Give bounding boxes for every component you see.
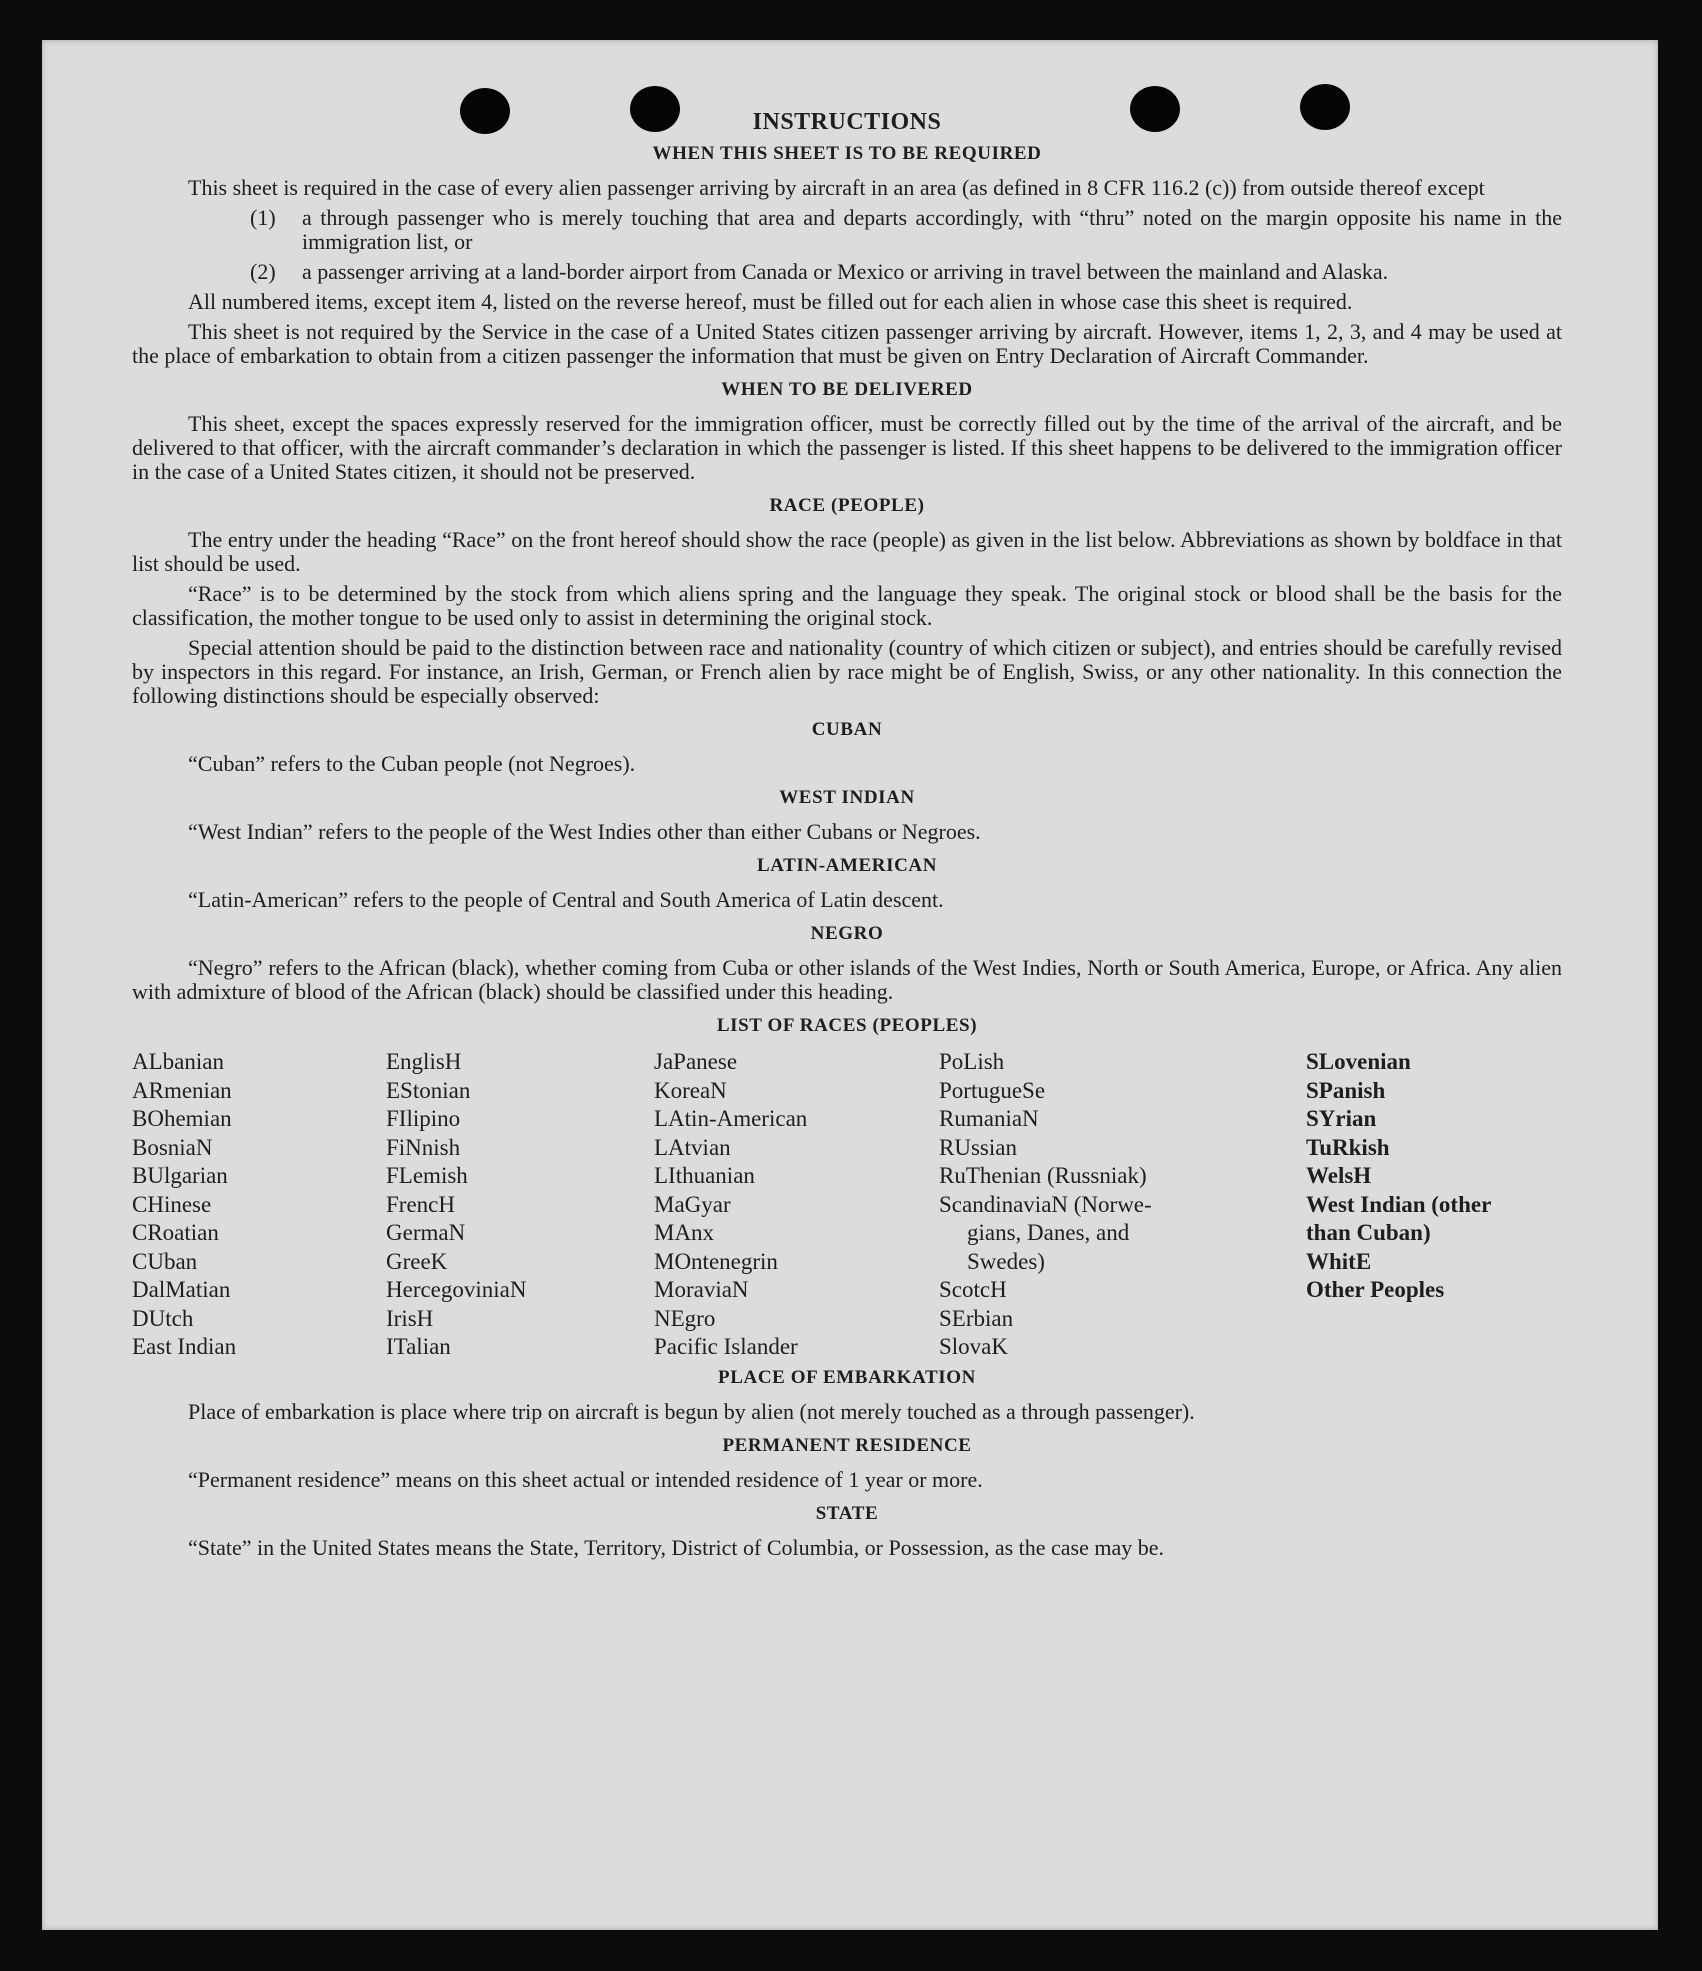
race-entry: SYrian — [1306, 1106, 1377, 1131]
race-entry: KoreaN — [654, 1077, 727, 1103]
race-entry: MaGyar — [654, 1191, 731, 1217]
heading-state: STATE — [815, 1502, 879, 1524]
race-entry: Swedes) — [967, 1248, 1045, 1274]
race-entry: ITalian — [386, 1334, 451, 1359]
section-heading-required: WHEN THIS SHEET IS TO BE REQUIRED — [652, 143, 1042, 164]
race-entry: GermaN — [386, 1220, 466, 1245]
paragraph: This sheet is not required by the Service in the case of a United States citizen passenger arriving by aircraft. However, items 1, 2, 3, and 4 may be used at the place of embarkation to obtain from a citizen passenger the information that must be given on Entry Declaration of Aircraft Commander. — [132, 319, 1562, 368]
race-entry: CHinese — [132, 1191, 212, 1217]
race-entry: DalMatian — [132, 1277, 231, 1302]
race-entry: IrisH — [386, 1305, 434, 1331]
race-column-1 — [132, 1048, 386, 1362]
heading-west-indian: WEST INDIAN — [779, 787, 915, 808]
definition-cuban: “Cuban” refers to the Cuban people (not Negroes). — [188, 751, 636, 776]
heading-list-of-races: LIST OF RACES (PEOPLES) — [716, 1015, 978, 1036]
paragraph: The entry under the heading “Race” on the front hereof should show the race (people) as given in the list below. Abbreviations as shown by boldface in that list should be used. — [132, 527, 1562, 576]
race-entry: CRoatian — [132, 1220, 219, 1245]
race-column-5 — [1306, 1048, 1562, 1362]
race-entry: RuThenian (Russniak) — [939, 1163, 1147, 1188]
race-entry: JaPanese — [654, 1049, 738, 1074]
item-text: a passenger arriving at a land-border airport from Canada or Mexico or arriving in travel between the mainland and Alaska. — [302, 259, 1389, 284]
race-entry: West Indian (other — [1306, 1191, 1492, 1217]
race-entry: MAnx — [654, 1220, 715, 1245]
race-entry: LIthuanian — [654, 1163, 755, 1188]
definition-embarkation: Place of embarkation is place where trip on aircraft is begun by alien (not merely touched as a through passenger). — [188, 1398, 1195, 1424]
definition-permanent-residence: “Permanent residence” means on this sheet actual or intended residence of 1 year or more. — [188, 1466, 983, 1492]
item-number: (1) — [250, 205, 276, 230]
race-entry: WhitE — [1306, 1248, 1372, 1274]
race-entry: BUlgarian — [132, 1163, 228, 1188]
race-entry: LAtin-American — [654, 1106, 808, 1131]
race-entry: RUssian — [939, 1134, 1017, 1160]
race-entry: FiNnish — [386, 1134, 461, 1160]
race-entry: MOntenegrin — [654, 1248, 778, 1274]
race-entry: Pacific Islander — [654, 1334, 798, 1359]
heading-permanent-residence: PERMANENT RESIDENCE — [722, 1434, 972, 1456]
race-entry: ScandinaviaN (Norwe- — [939, 1191, 1152, 1217]
heading-negro: NEGRO — [810, 923, 884, 944]
paragraph: This sheet, except the spaces expressly reserved for the immigration officer, must be correctly filled out by the time of the arrival of the aircraft, and be delivered to that officer, with the aircraft commander’s declaration in which the passenger is listed. If this sheet happens to be delivered to the immigration officer in the case of a United States citizen, it should not be preserved. — [132, 411, 1562, 484]
section-heading-delivered: WHEN TO BE DELIVERED — [721, 379, 973, 400]
race-entry: SPanish — [1306, 1077, 1386, 1103]
heading-latin-american: LATIN-AMERICAN — [756, 855, 938, 876]
race-entry: ScotcH — [939, 1277, 1007, 1302]
paragraph: This sheet is required in the case of every alien passenger arriving by aircraft in an area (as defined in 8 CFR 116.2 (c)) from outside thereof except — [188, 175, 1485, 200]
race-entry: FIlipino — [386, 1106, 461, 1131]
heading-embarkation: PLACE OF EMBARKATION — [718, 1366, 976, 1388]
race-entry: ARmenian — [132, 1077, 232, 1103]
definition-negro: “Negro” refers to the African (black), whether coming from Cuba or other islands of the West Indies, North or South America, Europe, or Africa. Any alien with admixture of blood of the African (black) should be classified under this heading. — [132, 955, 1562, 1004]
list-item — [250, 206, 1562, 254]
race-entry: EStonian — [386, 1077, 471, 1103]
race-entry: TuRkish — [1306, 1134, 1390, 1160]
race-entry: ALbanian — [132, 1049, 224, 1074]
paragraph: Special attention should be paid to the distinction between race and nationality (country of which citizen or subject), and entries should be carefully revised by inspectors in this regard. For instance, an Irish, German, or French alien by race might be of English, Swiss, or any other nationality. In this connection the following distinctions should be especially observed: — [132, 635, 1562, 708]
race-entry: SLovenian — [1306, 1049, 1411, 1074]
race-entry: East Indian — [132, 1334, 237, 1359]
heading-cuban: CUBAN — [811, 719, 883, 740]
race-entry: FLemish — [386, 1163, 468, 1188]
race-entry: SErbian — [939, 1305, 1014, 1331]
section-heading-race: RACE (PEOPLE) — [769, 495, 925, 516]
race-entry: PortugueSe — [939, 1077, 1046, 1103]
race-entry: RumaniaN — [939, 1106, 1039, 1131]
race-entry: GreeK — [386, 1248, 448, 1274]
race-entry: EnglisH — [386, 1049, 462, 1074]
definition-state: “State” in the United States means the State, Territory, District of Columbia, or Possession, as the case may be. — [188, 1534, 1165, 1560]
paragraph: “Race” is to be determined by the stock from which aliens spring and the language they speak. The original stock or blood shall be the basis for the classification, the mother tongue to be used only to assist in determining the original stock. — [132, 581, 1562, 630]
race-entry: BosniaN — [132, 1134, 213, 1160]
race-entry: WelsH — [1306, 1163, 1372, 1188]
race-column-2 — [386, 1048, 654, 1362]
list-item — [250, 260, 1562, 284]
item-number: (2) — [250, 259, 276, 284]
paragraph: All numbered items, except item 4, listed on the reverse hereof, must be filled out for each alien in whose case this sheet is required. — [188, 289, 1353, 314]
definition-latin-american: “Latin-American” refers to the people of Central and South America of Latin descent. — [188, 887, 944, 912]
race-entry: FrencH — [386, 1191, 455, 1217]
race-list — [132, 1048, 1562, 1362]
race-entry: PoLish — [939, 1049, 1005, 1074]
race-entry: than Cuban) — [1306, 1220, 1431, 1245]
instructions-content — [132, 110, 1562, 1566]
race-column-4 — [939, 1048, 1306, 1362]
race-entry: MoraviaN — [654, 1277, 749, 1302]
race-entry: Other Peoples — [1306, 1277, 1445, 1302]
race-column-3 — [654, 1048, 939, 1362]
race-entry: NEgro — [654, 1305, 716, 1331]
race-entry: LAtvian — [654, 1134, 731, 1160]
race-entry: CUban — [132, 1248, 198, 1274]
race-entry: gians, Danes, and — [967, 1220, 1130, 1245]
race-entry: BOhemian — [132, 1106, 232, 1131]
page-title: INSTRUCTIONS — [752, 109, 942, 135]
document-sheet — [42, 40, 1658, 1930]
race-entry: DUtch — [132, 1305, 194, 1331]
item-text: a through passenger who is merely touching that area and departs accordingly, with “thru” noted on the margin opposite his name in the immigration list, or — [302, 205, 1562, 254]
race-entry: HercegoviniaN — [386, 1277, 527, 1302]
race-entry: SlovaK — [939, 1334, 1008, 1359]
definition-west-indian: “West Indian” refers to the people of the West Indies other than either Cubans or Negroes. — [188, 819, 981, 844]
